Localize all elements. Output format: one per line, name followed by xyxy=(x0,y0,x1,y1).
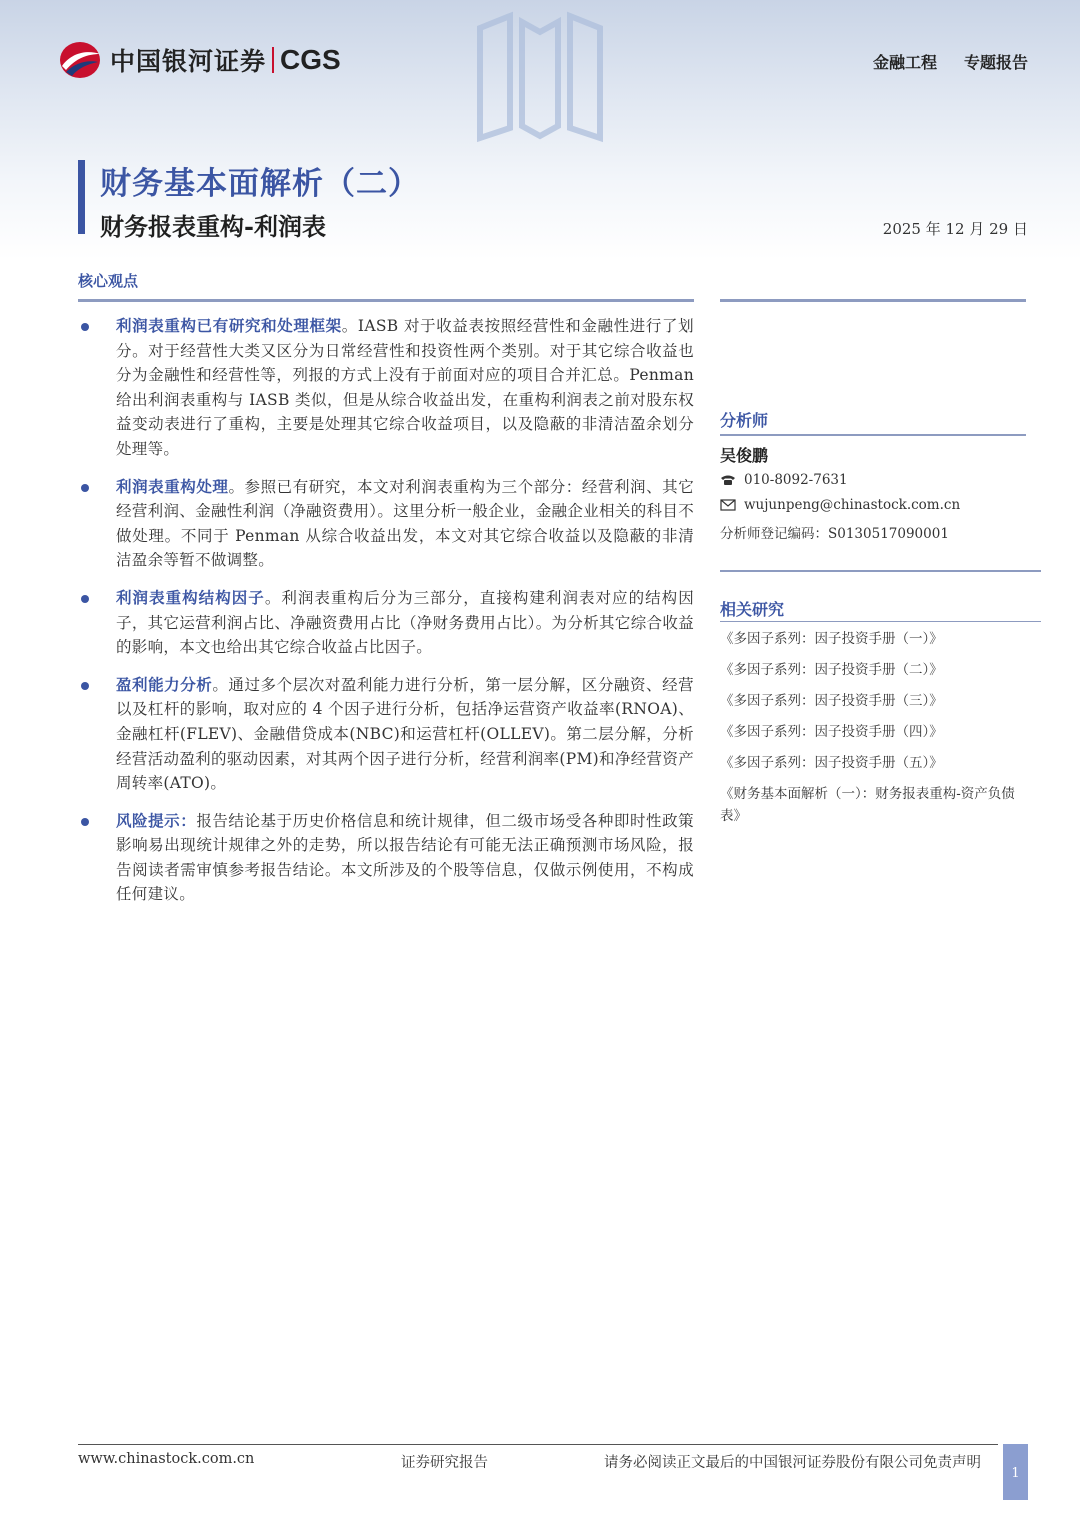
related-research-list xyxy=(720,628,1030,836)
key-point-text: 。IASB 对于收益表按照经营性和金融性进行了划分。对于经营性大类又区分为日常经营性和投资性两个类别。对于其它综合收益也分为金融性和经营性等，列报的方式上没有于前面对应的项目合并汇总。Penman 给出利润表重构与 IASB 类似，但是从综合收益出发，在重构利润表之前对股东权益变动表进行了重构，主要是处理其它综合收益项目，以及隐蔽的非清洁盈余划分处理等。 xyxy=(116,317,694,458)
report-subtitle: 财务报表重构-利润表 xyxy=(100,212,326,241)
key-point xyxy=(78,314,694,462)
bullet-icon xyxy=(81,682,89,690)
key-point xyxy=(78,586,694,660)
related-research-item[interactable]: 《多因子系列：因子投资手册（四）》 xyxy=(720,724,943,740)
logo-divider xyxy=(272,47,274,73)
key-point-lead: 盈利能力分析 xyxy=(116,674,213,694)
key-point xyxy=(78,673,694,796)
phone-icon xyxy=(720,474,736,486)
footer-disclaimer: 请务必阅读正文最后的中国银河证券股份有限公司免责声明 xyxy=(604,1455,981,1471)
report-type-label: 专题报告 xyxy=(964,53,1029,72)
related-research-item[interactable]: 《多因子系列：因子投资手册（三）》 xyxy=(720,693,943,709)
core-views-heading: 核心观点 xyxy=(78,272,139,290)
key-point-lead: 利润表重构已有研究和处理框架 xyxy=(116,316,342,335)
footer-website[interactable]: www.chinastock.com.cn xyxy=(78,1451,255,1467)
category-label: 金融工程 xyxy=(873,53,938,72)
related-research-item[interactable]: 《多因子系列：因子投资手册（五）》 xyxy=(720,755,943,771)
bullet-icon xyxy=(81,818,89,826)
title-accent-bar xyxy=(78,160,85,234)
key-point-text: 。参照已有研究，本文对利润表重构为三个部分：经营利润、其它经营利润、金融性利润（净融资费用）。这里分析一般企业，金融企业相关的科目不做处理。不同于 Penman 从综合收益出发，本文对其它综合收益以及隐蔽的非清洁盈余等暂不做调整。 xyxy=(116,477,695,570)
key-point-text: 。利润表重构后分为三部分，直接构建利润表对应的结构因子，其它运营利润占比、净融资费用占比（净财务费用占比）。为分析其它综合收益的影响，本文也给出其它综合收益占比因子。 xyxy=(116,588,695,657)
analyst-phone-text: 010-8092-7631 xyxy=(744,472,848,488)
analyst-name: 吴俊鹏 xyxy=(720,446,769,465)
galaxy-logo-icon xyxy=(58,40,102,80)
report-date: 2025 年 12 月 29 日 xyxy=(882,220,1028,238)
related-divider xyxy=(720,621,1041,622)
related-research-item[interactable]: 《财务基本面解析（一）：财务报表重构-资产负债表》 xyxy=(720,786,1015,824)
footer-divider xyxy=(78,1444,998,1445)
analyst-divider xyxy=(720,434,1026,436)
key-point xyxy=(78,809,694,907)
analyst-heading: 分析师 xyxy=(720,411,769,430)
key-points-list xyxy=(78,314,694,920)
analyst-phone xyxy=(720,472,848,488)
bullet-icon xyxy=(81,595,89,603)
report-title: 财务基本面解析（二） xyxy=(100,166,420,202)
key-point-lead: 利润表重构结构因子 xyxy=(116,587,265,607)
logo-chinese-text: 中国银河证券 xyxy=(110,47,267,76)
key-point-lead: 风险提示： xyxy=(116,810,197,830)
bullet-icon xyxy=(81,323,89,331)
analyst-registration: 分析师登记编码：S0130517090001 xyxy=(720,526,949,542)
related-research-heading: 相关研究 xyxy=(720,600,785,619)
bullet-icon xyxy=(81,484,89,492)
related-top-divider xyxy=(720,570,1041,572)
related-research-item[interactable]: 《多因子系列：因子投资手册（二）》 xyxy=(720,662,943,678)
key-point-text: 报告结论基于历史价格信息和统计规律，但二级市场受各种即时性政策影响易出现统计规律之外的走势，所以报告结论有可能无法正确预测市场风险，报告阅读者需审慎参考报告结论。本文所涉及的个股等信息，仅做示例使用，不构成任何建议。 xyxy=(116,811,694,904)
email-icon xyxy=(720,499,736,511)
key-point-lead: 利润表重构处理 xyxy=(116,476,229,496)
related-research-item[interactable]: 《多因子系列：因子投资手册（一）》 xyxy=(720,631,943,647)
page-number: 1 xyxy=(1003,1444,1028,1500)
footer-doc-type: 证券研究报告 xyxy=(401,1455,488,1471)
company-logo xyxy=(58,40,341,80)
key-point-text: 。通过多个层次对盈利能力进行分析，第一层分解，区分融资、经营以及杠杆的影响，取对应的 4 个因子进行分析，包括净运营资产收益率(RNOA)、金融杠杆(FLEV)、金融借贷成本(NBC)和运营杠杆(OLLEV)。第二层分解，分析经营活动盈利的驱动因素，对其两个因子进行分析，经营利润率(PM)和净经营资产周转率(ATO)。 xyxy=(116,675,694,793)
logo-english-text: CGS xyxy=(280,44,341,75)
cgs-watermark-logo xyxy=(470,8,610,143)
main-divider xyxy=(78,299,694,302)
analyst-email-text[interactable]: wujunpeng@chinastock.com.cn xyxy=(744,497,961,513)
sidebar-divider xyxy=(720,299,1026,302)
key-point xyxy=(78,475,694,573)
analyst-email[interactable] xyxy=(720,497,960,513)
